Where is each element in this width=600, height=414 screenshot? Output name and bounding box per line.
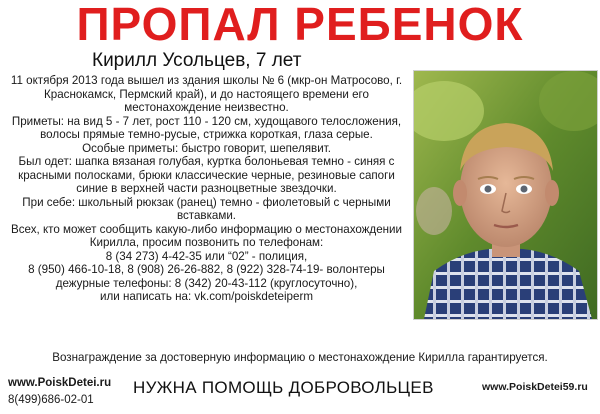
poster-title: ПРОПАЛ РЕБЕНОК — [76, 0, 524, 50]
belongings-paragraph: При себе: школьный рюкзак (ранец) темно - фиолетовый с черными вставками. — [22, 195, 391, 222]
volunteer-phones-line: 8 (950) 466-10-18, 8 (908) 26-26-882, 8 (922) 328-74-19- волонтеры — [28, 263, 385, 276]
site-link-left[interactable]: www.PoiskDetei.ru — [8, 377, 112, 389]
site-link-right[interactable]: www.PoiskDetei59.ru — [482, 381, 588, 393]
vk-link-line: или написать на: vk.com/poiskdeteiperm — [100, 290, 313, 303]
appearance-paragraph: Приметы: на вид 5 - 7 лет, рост 110 - 120 см, худощавого телосложения, волосы прямые темно-русые, стрижка короткая, глаза серые. — [11, 114, 402, 141]
child-name: Кирилл Усольцев, 7 лет — [92, 50, 302, 71]
volunteers-needed-heading: НУЖНА ПОМОЩЬ ДОБРОВОЛЬЦЕВ — [133, 378, 434, 397]
police-phone-line: 8 (34 273) 4-42-35 или “02” - полиция, — [105, 249, 308, 263]
special-features-paragraph: Особые приметы: быстро говорит, шепелявит. — [82, 141, 331, 155]
child-portrait-photo — [413, 70, 598, 320]
duty-phone-line: дежурные телефоны: 8 (342) 20-43-112 (круглосуточно), — [55, 276, 358, 290]
disappearance-paragraph: 11 октября 2013 года вышел из здания школы № 6 (мкр-он Матросово, г. Краснокамск, Пермский край), и до настоящего времени его местонахождение неизвестно. — [10, 74, 403, 114]
reward-notice: Вознаграждение за достоверную информацию о местонахождение Кирилла гарантируется. — [52, 351, 548, 364]
contact-request-paragraph: Всех, кто может сообщить какую-либо информацию о местонахождении Кирилла, просим позвонить по телефонам: — [10, 222, 403, 249]
hotline-phone: 8(499)686-02-01 — [8, 394, 94, 406]
clothing-paragraph: Был одет: шапка вязаная голубая, куртка болоньевая темно - синяя с красными полосками, брюки классические черные, резиновые сапоги синие в верхней части разноцветные звездочки. — [18, 155, 395, 195]
description-block — [4, 74, 409, 304]
